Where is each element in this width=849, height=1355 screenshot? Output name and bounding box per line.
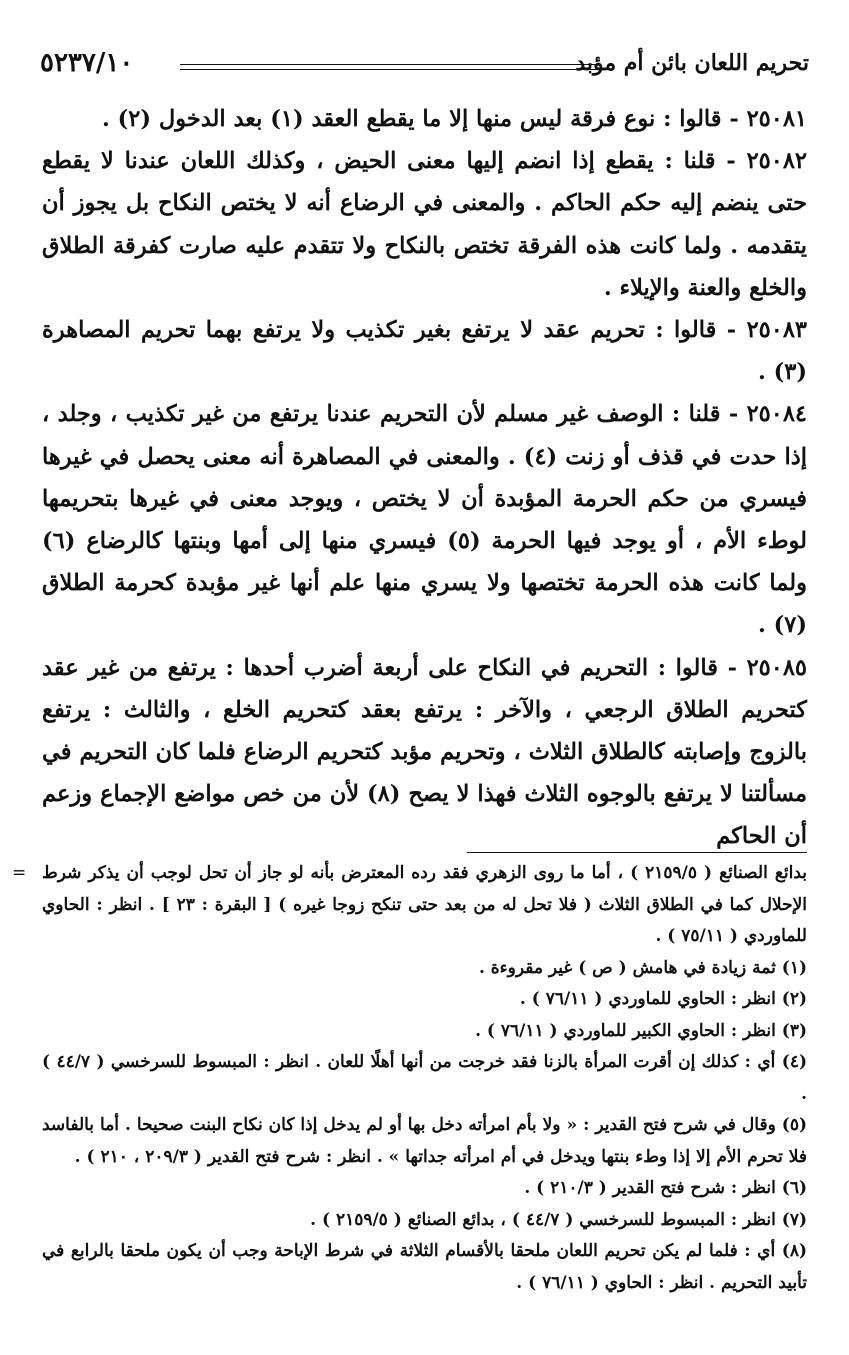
footnote: (٣) انظر : الحاوي الكبير للماوردي ( ٧٦/١١ ) .	[475, 1020, 807, 1041]
paragraph	[42, 393, 807, 646]
paragraph-text: - قلنا : يقطع إذا انضم إليها معنى الحيض ، وكذلك اللعان عندنا لا يقطع حتى ينضم إليه حكم الحاكم . والمعنى في الرضاع أنه لا يختص النكاح بل يجوز أن يتقدمه . ولما كانت هذه الفرقة تختص بالنكاح ولا تتقدم عليه صارت كفرقة الطلاق والخلع والعنة والإيلاء .	[42, 148, 807, 301]
paragraph	[42, 309, 807, 393]
header-double-rule	[180, 64, 599, 70]
footnote-text: بدائع الصنائع ( ٢١٥٩/٥ ) ، أما ما روى الزهري فقد رده المعترض بأنه لو جاز أن تحل لوجب أن يذكر شرط الإحلال كما في الطلاق الثلاث ( فلا تحل له من بعد حتى تنكح زوجا غيره ) [ البقرة : ٢٣ ] . انظر : الحاوي للماوردي ( ٧٥/١١ ) .	[42, 863, 807, 946]
paragraph-text: - قالوا : تحريم عقد لا يرتفع بغير تكذيب ولا يرتفع بهما تحريم المصاهرة (٣) .	[42, 317, 807, 386]
footnotes	[12, 858, 807, 1299]
paragraph-number: ٢٥٠٨٢	[746, 148, 807, 175]
footnote: (٤) أي : كذلك إن أقرت المرأة بالزنا فقد خرجت من أنها أهلًا للعان . انظر : المبسوط للسرخسي ( ٤٤/٧ ) .	[42, 1052, 807, 1104]
footnote-separator	[467, 852, 807, 853]
footnote: (٢) انظر : الحاوي للماوردي ( ٧٦/١١ ) .	[519, 989, 807, 1009]
footnote-continuation	[12, 858, 807, 953]
footnote: (٧) انظر : المبسوط للسرخسي ( ٤٤/٧ ) ، بدائع الصنائع ( ٢١٥٩/٥ ) .	[310, 1209, 807, 1230]
header-title: تحريم اللعان بائن أم مؤبد	[575, 50, 809, 76]
footnote: (٨) أي : فلما لم يكن تحريم اللعان ملحقا بالأقسام الثلاثة في شرط الإباحة وجب أن يكون ملحقا بالرابع في تأبيد التحريم . انظر : الحاوي ( ٧٦/١١ ) .	[42, 1241, 807, 1293]
page-number: ٥٢٣٧/١٠	[40, 48, 134, 78]
paragraph	[42, 647, 807, 858]
paragraph-number: ٢٥٠٨٥	[746, 654, 807, 681]
continuation-mark: =	[12, 863, 27, 883]
paragraph-number: ٢٥٠٨٤	[746, 401, 807, 428]
paragraph-text: - قالوا : التحريم في النكاح على أربعة أضرب أحدها : يرتفع من غير عقد كتحريم الطلاق الرجعي ، والآخر : يرتفع بعقد كتحريم الخلع ، والثالث : يرتفع بالزوج وإصابته كالطلاق الثلاث ، وتحريم مؤبد كتحريم الرضاع فلما كان التحريم في مسألتنا لا يرتفع بالوجوه الثلاث فهذا لا يصح (٨) لأن من خص مواضع الإجماع وزعم أن الحاكم	[42, 654, 807, 850]
paragraph-text: - قلنا : الوصف غير مسلم لأن التحريم عندنا يرتفع من غير تكذيب ، وجلد ، إذا حدت في قذف أو زنت (٤) . والمعنى في المصاهرة أنه معنى يحصل في غيرها فيسري من حكم الحرمة المؤبدة أن لا يختص ، ويوجد معنى في غيرها بتحريمها لوطء الأم ، أو يوجد فيها الحرمة (٥) فيسري منها إلى أمها وبنتها كالرضاع (٦) ولما كانت هذه الحرمة تختصها ولا يسري منها علم أنها غير مؤبدة كحرمة الطلاق (٧) .	[42, 401, 807, 639]
paragraph-text: - قالوا : نوع فرقة ليس منها إلا ما يقطع العقد (١) بعد الدخول (٢) .	[101, 106, 747, 132]
footnote: (١) ثمة زيادة في هامش ( ص ) غير مقروءة .	[478, 957, 807, 978]
main-text	[42, 98, 807, 858]
running-header	[40, 50, 809, 90]
paragraph-number: ٢٥٠٨٣	[746, 317, 807, 344]
footnote: (٥) وقال في شرح فتح القدير : « ولا بأم امرأته دخل بها أو لم يدخل إذا كان نكاح البنت صحيحا . أما بالفاسد فلا تحرم الأم إلا إذا وطء بنتها ويدخل في أم امرأته جداتها » . انظر : شرح فتح القدير ( ٢٠٩/٣ ، ٢١٠ ) .	[42, 1115, 807, 1167]
paragraph	[42, 98, 807, 140]
paragraph-number: ٢٥٠٨١	[746, 106, 807, 132]
paragraph	[42, 140, 807, 309]
footnote: (٦) انظر : شرح فتح القدير ( ٢١٠/٣ ) .	[524, 1178, 807, 1198]
